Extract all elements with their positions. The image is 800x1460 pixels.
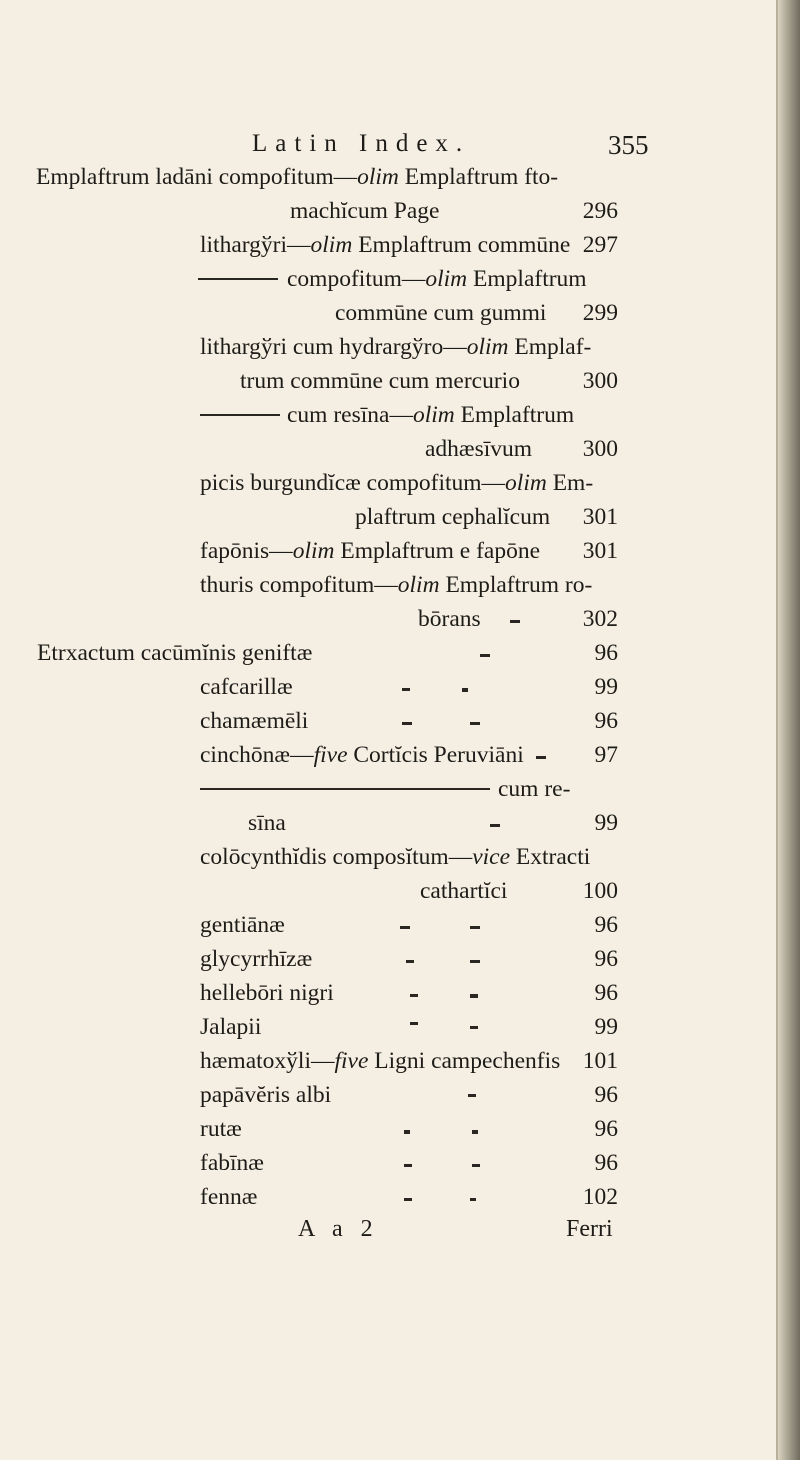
- entry-page: 302: [582, 606, 618, 632]
- entry-line: Jalapii: [200, 1014, 262, 1040]
- entry-page: 96: [594, 912, 618, 938]
- leader-dash: [490, 824, 500, 827]
- entry-page: 96: [594, 1116, 618, 1142]
- leader-dash: [402, 688, 410, 691]
- entry-page: 99: [594, 674, 618, 700]
- page-edge: [778, 0, 800, 1460]
- entry-line: fabīnæ: [200, 1150, 264, 1176]
- entry-page: 102: [582, 1184, 618, 1210]
- entry-line: trum commūne cum mercurio: [240, 368, 520, 394]
- entry-line: Etrxactum cacūmĭnis geniftæ: [37, 640, 313, 666]
- leader-dash: [404, 1164, 412, 1167]
- leader-dash: [406, 960, 414, 963]
- leader-dash: [536, 756, 546, 759]
- leader-dash: [404, 1198, 412, 1201]
- entry-line: cum re-: [498, 776, 571, 802]
- leader-dash: [470, 926, 480, 929]
- leader-dash: [402, 722, 412, 725]
- leader-dash: [472, 1164, 480, 1167]
- entry-page: 99: [594, 1014, 618, 1040]
- entry-line: cathartĭci: [420, 878, 508, 904]
- leader-dash: [472, 1130, 478, 1134]
- entry-line: cinchōnæ—five Cortĭcis Peruviāni: [200, 742, 524, 768]
- entry-line: commūne cum gummi: [335, 300, 547, 326]
- leader-dash: [470, 960, 480, 963]
- entry-line: rutæ: [200, 1116, 242, 1142]
- leader-dash: [468, 1094, 476, 1097]
- leader-dash: [410, 994, 418, 997]
- entry-page: 96: [594, 1082, 618, 1108]
- entry-line: bōrans: [418, 606, 481, 632]
- entry-line: thuris compofitum—olim Emplaftrum ro-: [200, 572, 593, 598]
- leader-dash: [400, 926, 410, 929]
- entry-line: colōcynthĭdis composĭtum—vice Extracti: [200, 844, 591, 870]
- entry-line: glycyrrhīzæ: [200, 946, 313, 972]
- entry-page: 299: [582, 300, 618, 326]
- entry-page: 96: [594, 980, 618, 1006]
- entry-line: adhæsīvum: [425, 436, 533, 462]
- entry-page: 96: [594, 708, 618, 734]
- leader-dash: [410, 1022, 418, 1025]
- entry-page: 96: [594, 1150, 618, 1176]
- entry-page: 101: [582, 1048, 618, 1074]
- entry-page: 300: [582, 436, 618, 462]
- entry-page: 96: [594, 946, 618, 972]
- ditto-dash: [198, 278, 278, 280]
- leader-dash: [470, 722, 480, 725]
- entry-line: hæmatoxўli—five Ligni campechenfis: [200, 1048, 561, 1074]
- leader-dash: [510, 620, 520, 623]
- entry-line: sīna: [248, 810, 286, 836]
- entry-line: lithargўri—olim Emplaftrum commūne: [200, 232, 571, 258]
- entry-line: machĭcum Page: [290, 198, 440, 224]
- entry-page: 296: [582, 198, 618, 224]
- page-number: 355: [608, 130, 649, 160]
- header-title: Latin Index.: [252, 130, 471, 157]
- leader-dash: [404, 1130, 410, 1134]
- entry-line: lithargўri cum hydrargўro—olim Emplaf-: [200, 334, 592, 360]
- entry-line: chamæmēli: [200, 708, 309, 734]
- entry-page: 297: [582, 232, 618, 258]
- ditto-dash: [200, 414, 280, 416]
- entry-line: papāvĕris albi: [200, 1082, 332, 1108]
- entry-page: 301: [582, 504, 618, 530]
- signature-mark: A a 2: [298, 1216, 379, 1242]
- entry-line: picis burgundĭcæ compofitum—olim Em-: [200, 470, 594, 496]
- entry-page: 96: [594, 640, 618, 666]
- entry-page: 100: [582, 878, 618, 904]
- entry-line: hellebōri nigri: [200, 980, 334, 1006]
- entry-line: gentiānæ: [200, 912, 285, 938]
- entry-page: 301: [582, 538, 618, 564]
- entry-line: plaftrum cephalĭcum: [355, 504, 551, 530]
- leader-dash: [470, 1026, 478, 1029]
- leader-dash: [470, 1198, 476, 1201]
- ditto-dash: [200, 788, 490, 790]
- leader-dash: [480, 654, 490, 657]
- entry-line: cum resīna—olim Emplaftrum: [287, 402, 575, 428]
- entry-line: Emplaftrum ladāni compofitum—olim Emplaftrum fto-: [36, 164, 559, 190]
- catchword: Ferri: [566, 1216, 613, 1242]
- entry-page: 97: [594, 742, 618, 768]
- entry-line: cafcarillæ: [200, 674, 293, 700]
- entry-page: 99: [594, 810, 618, 836]
- entry-line: compofitum—olim Emplaftrum: [287, 266, 587, 292]
- leader-dash: [462, 688, 468, 692]
- entry-line: fapōnis—olim Emplaftrum e fapōne: [200, 538, 541, 564]
- leader-dash: [470, 994, 478, 998]
- entry-page: 300: [582, 368, 618, 394]
- entry-line: fennæ: [200, 1184, 258, 1210]
- running-header: [252, 130, 649, 160]
